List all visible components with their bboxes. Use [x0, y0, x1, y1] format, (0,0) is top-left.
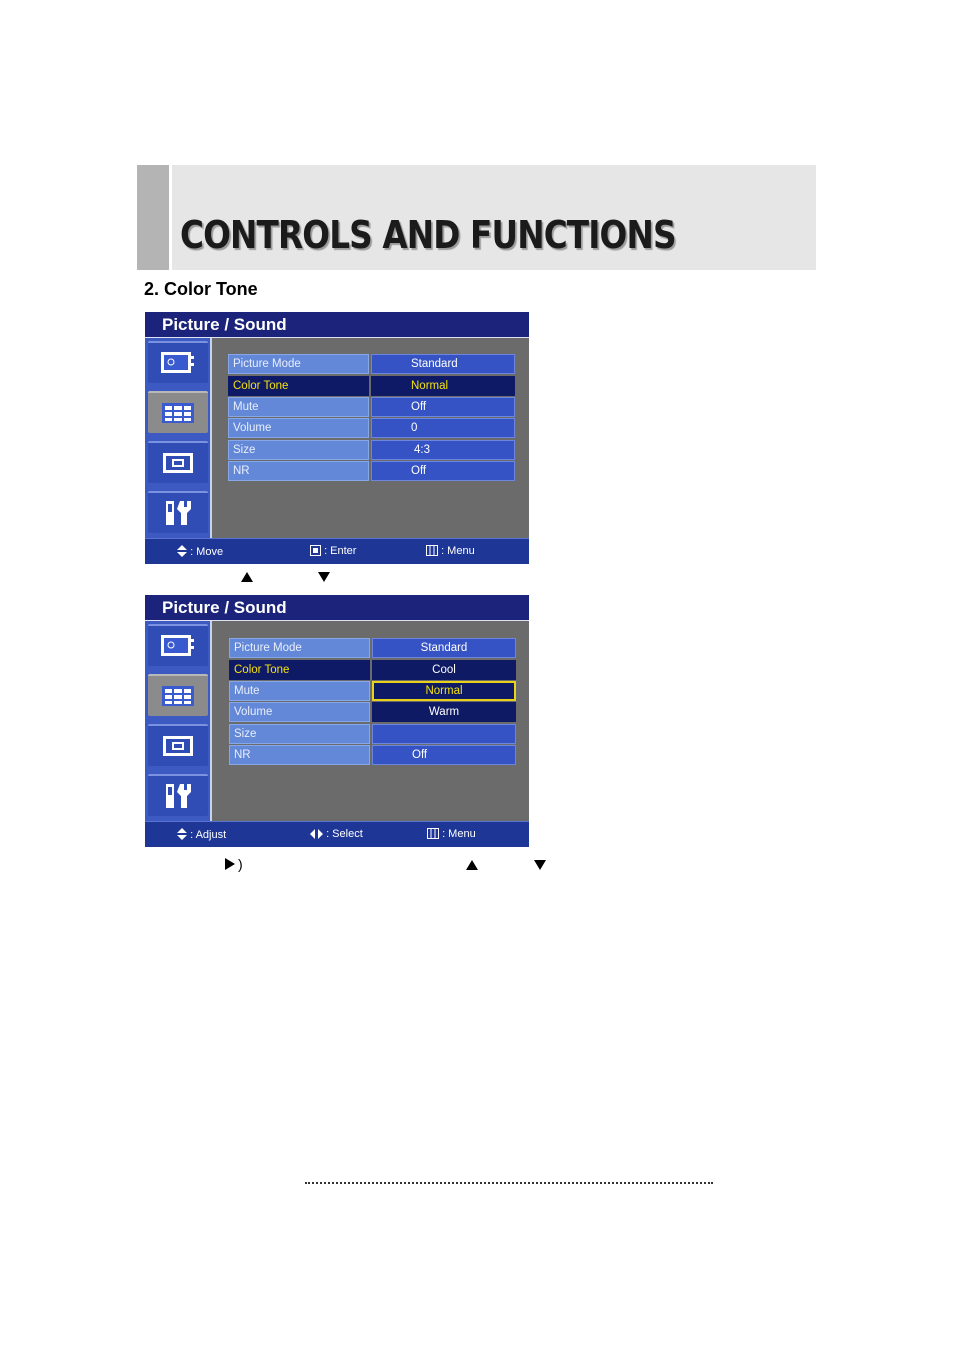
row-label: Volume [228, 418, 369, 438]
option-warm[interactable]: Warm [372, 702, 516, 722]
up-arrow-icon [241, 572, 253, 582]
sidebar-item-picture[interactable] [148, 341, 208, 383]
table-row-volume[interactable] [229, 702, 516, 722]
osd-footer [145, 821, 529, 847]
osd-title: Picture / Sound [162, 598, 287, 617]
header-separator [169, 165, 172, 270]
sidebar-edge [210, 621, 212, 821]
row-value: Off [371, 397, 515, 417]
row-label: NR [228, 461, 369, 481]
enter-button-icon [310, 545, 321, 556]
footer-adjust: : Adjust [177, 828, 226, 841]
footer-enter: : Enter [310, 545, 356, 557]
row-value: Standard [372, 638, 516, 658]
row-label: NR [229, 745, 370, 765]
sidebar-item-setup[interactable] [148, 774, 208, 816]
down-arrow-icon [534, 860, 546, 870]
row-label: Size [229, 724, 370, 744]
row-value: Normal [371, 376, 515, 396]
equalizer-icon [160, 683, 196, 709]
right-arrow-icon [225, 858, 235, 870]
table-row-size[interactable] [229, 724, 516, 744]
sidebar-item-picture[interactable] [148, 624, 208, 666]
tools-icon [160, 783, 196, 809]
option-normal[interactable]: Normal [372, 681, 516, 701]
up-down-arrows-icon [177, 545, 187, 557]
osd-footer [145, 538, 529, 564]
row-value: Standard [371, 354, 515, 374]
pip-icon [160, 733, 196, 759]
table-row-color-tone[interactable] [229, 660, 516, 680]
page-title: CONTROLS AND FUNCTIONS [180, 213, 676, 257]
equalizer-icon [160, 400, 196, 426]
section-heading: 2. Color Tone [144, 279, 258, 299]
table-row-picture-mode[interactable] [228, 354, 515, 374]
row-label: Mute [228, 397, 369, 417]
left-right-arrows-icon [310, 829, 323, 839]
footer-select: : Select [310, 828, 363, 840]
header-tab [137, 165, 169, 270]
row-value [372, 724, 516, 744]
monitor-icon [160, 350, 196, 376]
table-row-mute[interactable] [228, 397, 515, 417]
footer-move: : Move [177, 545, 223, 558]
monitor-icon [160, 633, 196, 659]
up-arrow-icon [466, 860, 478, 870]
row-label: Mute [229, 681, 370, 701]
closing-paren: ) [238, 856, 243, 872]
osd-title-bar [145, 312, 529, 338]
row-label: Picture Mode [229, 638, 370, 658]
table-row-volume[interactable] [228, 418, 515, 438]
osd-title-bar [145, 595, 529, 621]
option-cool[interactable]: Cool [372, 660, 516, 680]
sidebar-edge [210, 338, 212, 538]
osd-sidebar [145, 621, 212, 821]
menu-button-icon [426, 545, 438, 556]
osd-menu-2 [145, 595, 529, 847]
table-row-nr[interactable] [228, 461, 515, 481]
up-down-arrows-icon [177, 828, 187, 840]
table-row-color-tone[interactable] [228, 376, 515, 396]
table-row-size[interactable] [228, 440, 515, 460]
osd-sidebar [145, 338, 212, 538]
tools-icon [160, 500, 196, 526]
row-label: Size [228, 440, 369, 460]
row-label: Color Tone [228, 376, 369, 396]
table-row-nr[interactable] [229, 745, 516, 765]
row-value: 4:3 [371, 440, 515, 460]
sidebar-item-pip[interactable] [148, 441, 208, 483]
row-label: Picture Mode [228, 354, 369, 374]
table-row-mute[interactable] [229, 681, 516, 701]
menu-button-icon [427, 828, 439, 839]
row-value: 0 [371, 418, 515, 438]
footer-menu: : Menu [426, 545, 475, 557]
osd-title: Picture / Sound [162, 315, 287, 334]
sidebar-item-sound[interactable] [148, 674, 208, 716]
row-value: Off [372, 745, 516, 765]
footer-dotted-rule [305, 1182, 713, 1184]
row-value: Off [371, 461, 515, 481]
table-row-picture-mode[interactable] [229, 638, 516, 658]
footer-menu: : Menu [427, 828, 476, 840]
osd-menu-1 [145, 312, 529, 564]
down-arrow-icon [318, 572, 330, 582]
row-label: Volume [229, 702, 370, 722]
sidebar-item-sound[interactable] [148, 391, 208, 433]
sidebar-item-setup[interactable] [148, 491, 208, 533]
row-label: Color Tone [229, 660, 370, 680]
sidebar-item-pip[interactable] [148, 724, 208, 766]
pip-icon [160, 450, 196, 476]
